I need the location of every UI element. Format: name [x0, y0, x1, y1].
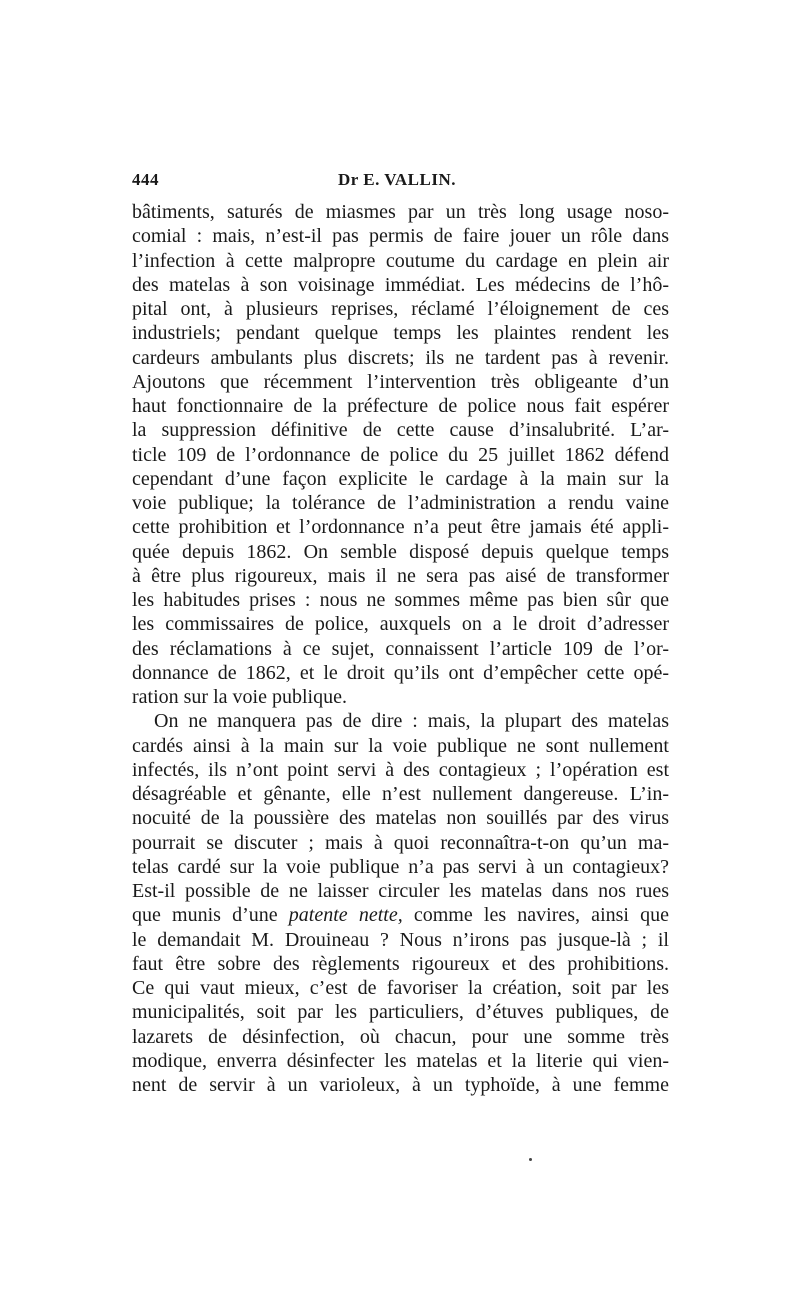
text-line: cependant d’une façon explicite le cardage à la main sur la: [132, 467, 669, 490]
text-line: le demandait M. Drouineau ? Nous n’irons pas jusque-là ; il: [132, 928, 669, 951]
print-speck: [529, 1158, 532, 1161]
text-line: nocuité de la poussière des matelas non souillés par des virus: [132, 807, 669, 830]
text-line-with-italic: [132, 903, 669, 927]
text-line: infectés, ils n’ont point servi à des contagieux ; l’opération est: [132, 758, 669, 781]
text-line: donnance de 1862, et le droit qu’ils ont d’empêcher cette opé-: [132, 661, 669, 684]
text-line: bâtiments, saturés de miasmes par un très long usage noso-: [132, 201, 669, 223]
text-line: pital ont, à plusieurs reprises, réclamé l’éloignement de ces: [132, 298, 669, 320]
text-line: cardeurs ambulants plus discrets; ils ne tardent pas à revenir.: [132, 346, 669, 369]
text-line: industriels; pendant quelque temps les plaintes rendent les: [132, 322, 669, 345]
paragraph-end-line: ration sur la voie publique.: [132, 686, 347, 708]
text-line: ticle 109 de l’ordonnance de police du 25 juillet 1862 défend: [132, 443, 669, 466]
text-line: lazarets de désinfection, où chacun, pour une somme très: [132, 1025, 669, 1048]
italic-phrase: patente nette,: [288, 904, 403, 927]
text-line: voie publique; la tolérance de l’administration a rendu vaine: [132, 492, 669, 514]
text-line: quée depuis 1862. On semble disposé depuis quelque temps: [132, 540, 669, 563]
line-segment: comme les navires, ainsi que: [402, 904, 669, 927]
text-line: pourrait se discuter ; mais à quoi reconnaîtra-t-on qu’un ma-: [132, 831, 669, 854]
running-head-title: Dr E. VALLIN.: [338, 170, 456, 189]
text-line: Est-il possible de ne laisser circuler les matelas dans nos rues: [132, 880, 669, 902]
line-segment: que munis d’une: [132, 904, 289, 927]
text-line: nent de servir à un varioleux, à un typhoïde, à une femme: [132, 1074, 669, 1096]
text-line: la suppression définitive de cette cause d’insalubrité. L’ar-: [132, 419, 669, 442]
text-line: les habitudes prises : nous ne sommes même pas bien sûr que: [132, 589, 669, 611]
text-line: telas cardé sur la voie publique n’a pas servi à un contagieux?: [132, 855, 669, 878]
body-text: [132, 200, 669, 1097]
running-head: [132, 170, 669, 194]
text-line: cardés ainsi à la main sur la voie publique ne sont nullement: [132, 734, 669, 757]
book-page: [132, 170, 669, 1097]
text-line: municipalités, soit par les particuliers, d’étuves publiques, de: [132, 1001, 669, 1024]
page-number: 444: [132, 170, 159, 189]
text-line: des réclamations à ce sujet, connaissent l’article 109 de l’or-: [132, 637, 669, 660]
text-line: Ce qui vaut mieux, c’est de favoriser la création, soit par les: [132, 977, 669, 999]
text-line: modique, enverra désinfecter les matelas et la literie qui vien-: [132, 1049, 669, 1072]
text-line: cette prohibition et l’ordonnance n’a peut être jamais été appli-: [132, 516, 669, 539]
text-line: haut fonctionnaire de la préfecture de police nous fait espérer: [132, 395, 669, 417]
text-line: faut être sobre des règlements rigoureux et des prohibitions.: [132, 952, 669, 975]
text-line: Ajoutons que récemment l’intervention très obligeante d’un: [132, 370, 669, 393]
text-line: des matelas à son voisinage immédiat. Les médecins de l’hô-: [132, 273, 669, 296]
text-line: comial : mais, n’est-il pas permis de faire jouer un rôle dans: [132, 225, 669, 248]
text-line: désagréable et gênante, elle n’est nullement dangereuse. L’in-: [132, 783, 669, 805]
text-line: à être plus rigoureux, mais il ne sera pas aisé de transformer: [132, 564, 669, 587]
text-line: les commissaires de police, auxquels on a le droit d’adresser: [132, 613, 669, 636]
paragraph-start-line: On ne manquera pas de dire : mais, la plupart des matelas: [154, 710, 669, 733]
text-line: l’infection à cette malpropre coutume du cardage en plein air: [132, 249, 669, 272]
